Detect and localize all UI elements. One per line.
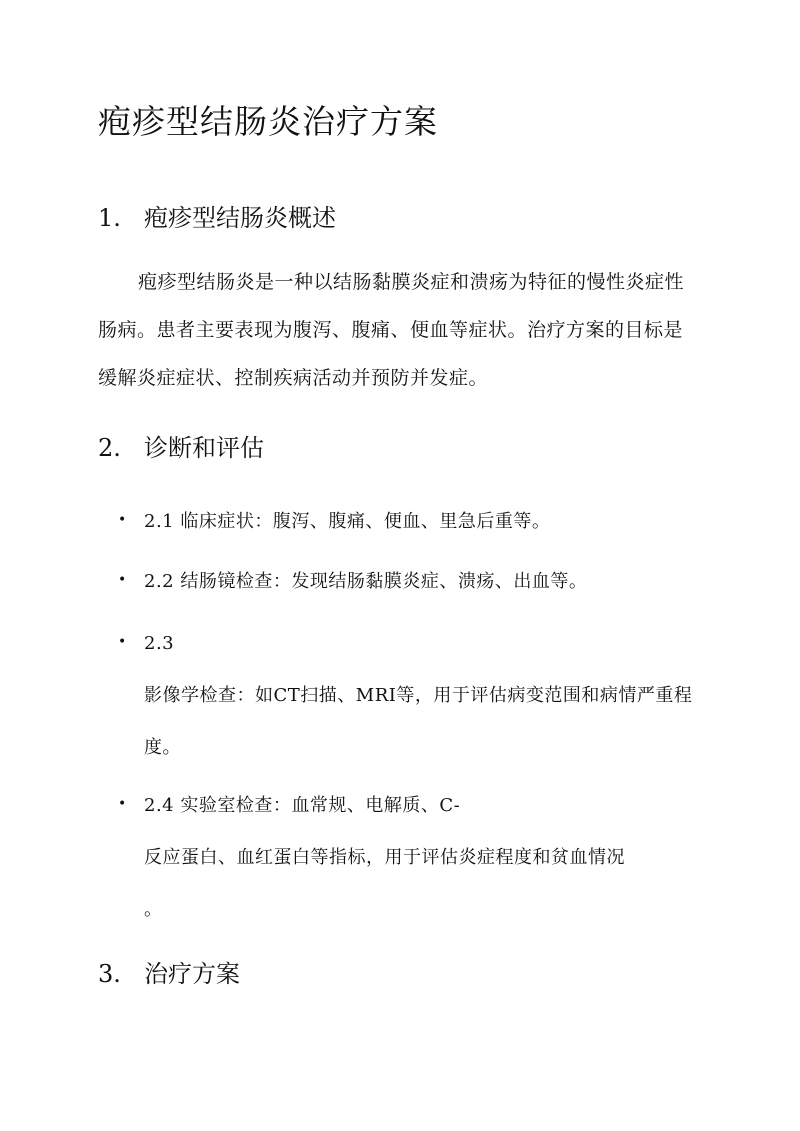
section-heading-treatment bbox=[98, 954, 240, 989]
section-title: 疱疹型结肠炎概述 bbox=[144, 204, 336, 232]
list-item-number: 2.3 bbox=[144, 633, 175, 654]
section-title: 诊断和评估 bbox=[144, 434, 264, 462]
bullet-icon: • bbox=[118, 572, 127, 588]
list-item bbox=[118, 618, 708, 774]
bullet-icon: • bbox=[118, 634, 127, 650]
list-item bbox=[118, 496, 708, 548]
section-number: 2. bbox=[98, 434, 121, 462]
list-item bbox=[118, 556, 708, 608]
list-item-lead: 2.4 实验室检查：血常规、电解质、C- bbox=[144, 795, 461, 816]
list-item-text: 2.1 临床症状：腹泻、腹痛、便血、里急后重等。 bbox=[144, 511, 551, 532]
document-title: 疱疹型结肠炎治疗方案 bbox=[98, 102, 438, 141]
list-item-tail: 。 bbox=[144, 899, 163, 920]
overview-paragraph: 疱疹型结肠炎是一种以结肠黏膜炎症和溃疡为特征的慢性炎症性肠病。患者主要表现为腹泻、腹痛、便血等症状。治疗方案的目标是缓解炎症症状、控制疾病活动并预防并发症。 bbox=[98, 271, 685, 389]
bullet-icon: • bbox=[118, 512, 127, 528]
section-number: 3. bbox=[98, 960, 121, 988]
list-item-text: 影像学检查：如CT扫描、MRI等，用于评估病变范围和病情严重程度。 bbox=[144, 685, 693, 758]
section-title: 治疗方案 bbox=[144, 960, 240, 988]
section-number: 1. bbox=[98, 204, 121, 232]
bullet-icon: • bbox=[118, 796, 127, 812]
list-item-text: 2.2 结肠镜检查：发现结肠黏膜炎症、溃疡、出血等。 bbox=[144, 571, 588, 592]
section-heading-diagnosis bbox=[98, 428, 264, 463]
list-item-text: 反应蛋白、血红蛋白等指标，用于评估炎症程度和贫血情况 bbox=[144, 847, 625, 868]
list-item bbox=[118, 780, 708, 936]
section-heading-overview bbox=[98, 198, 336, 233]
